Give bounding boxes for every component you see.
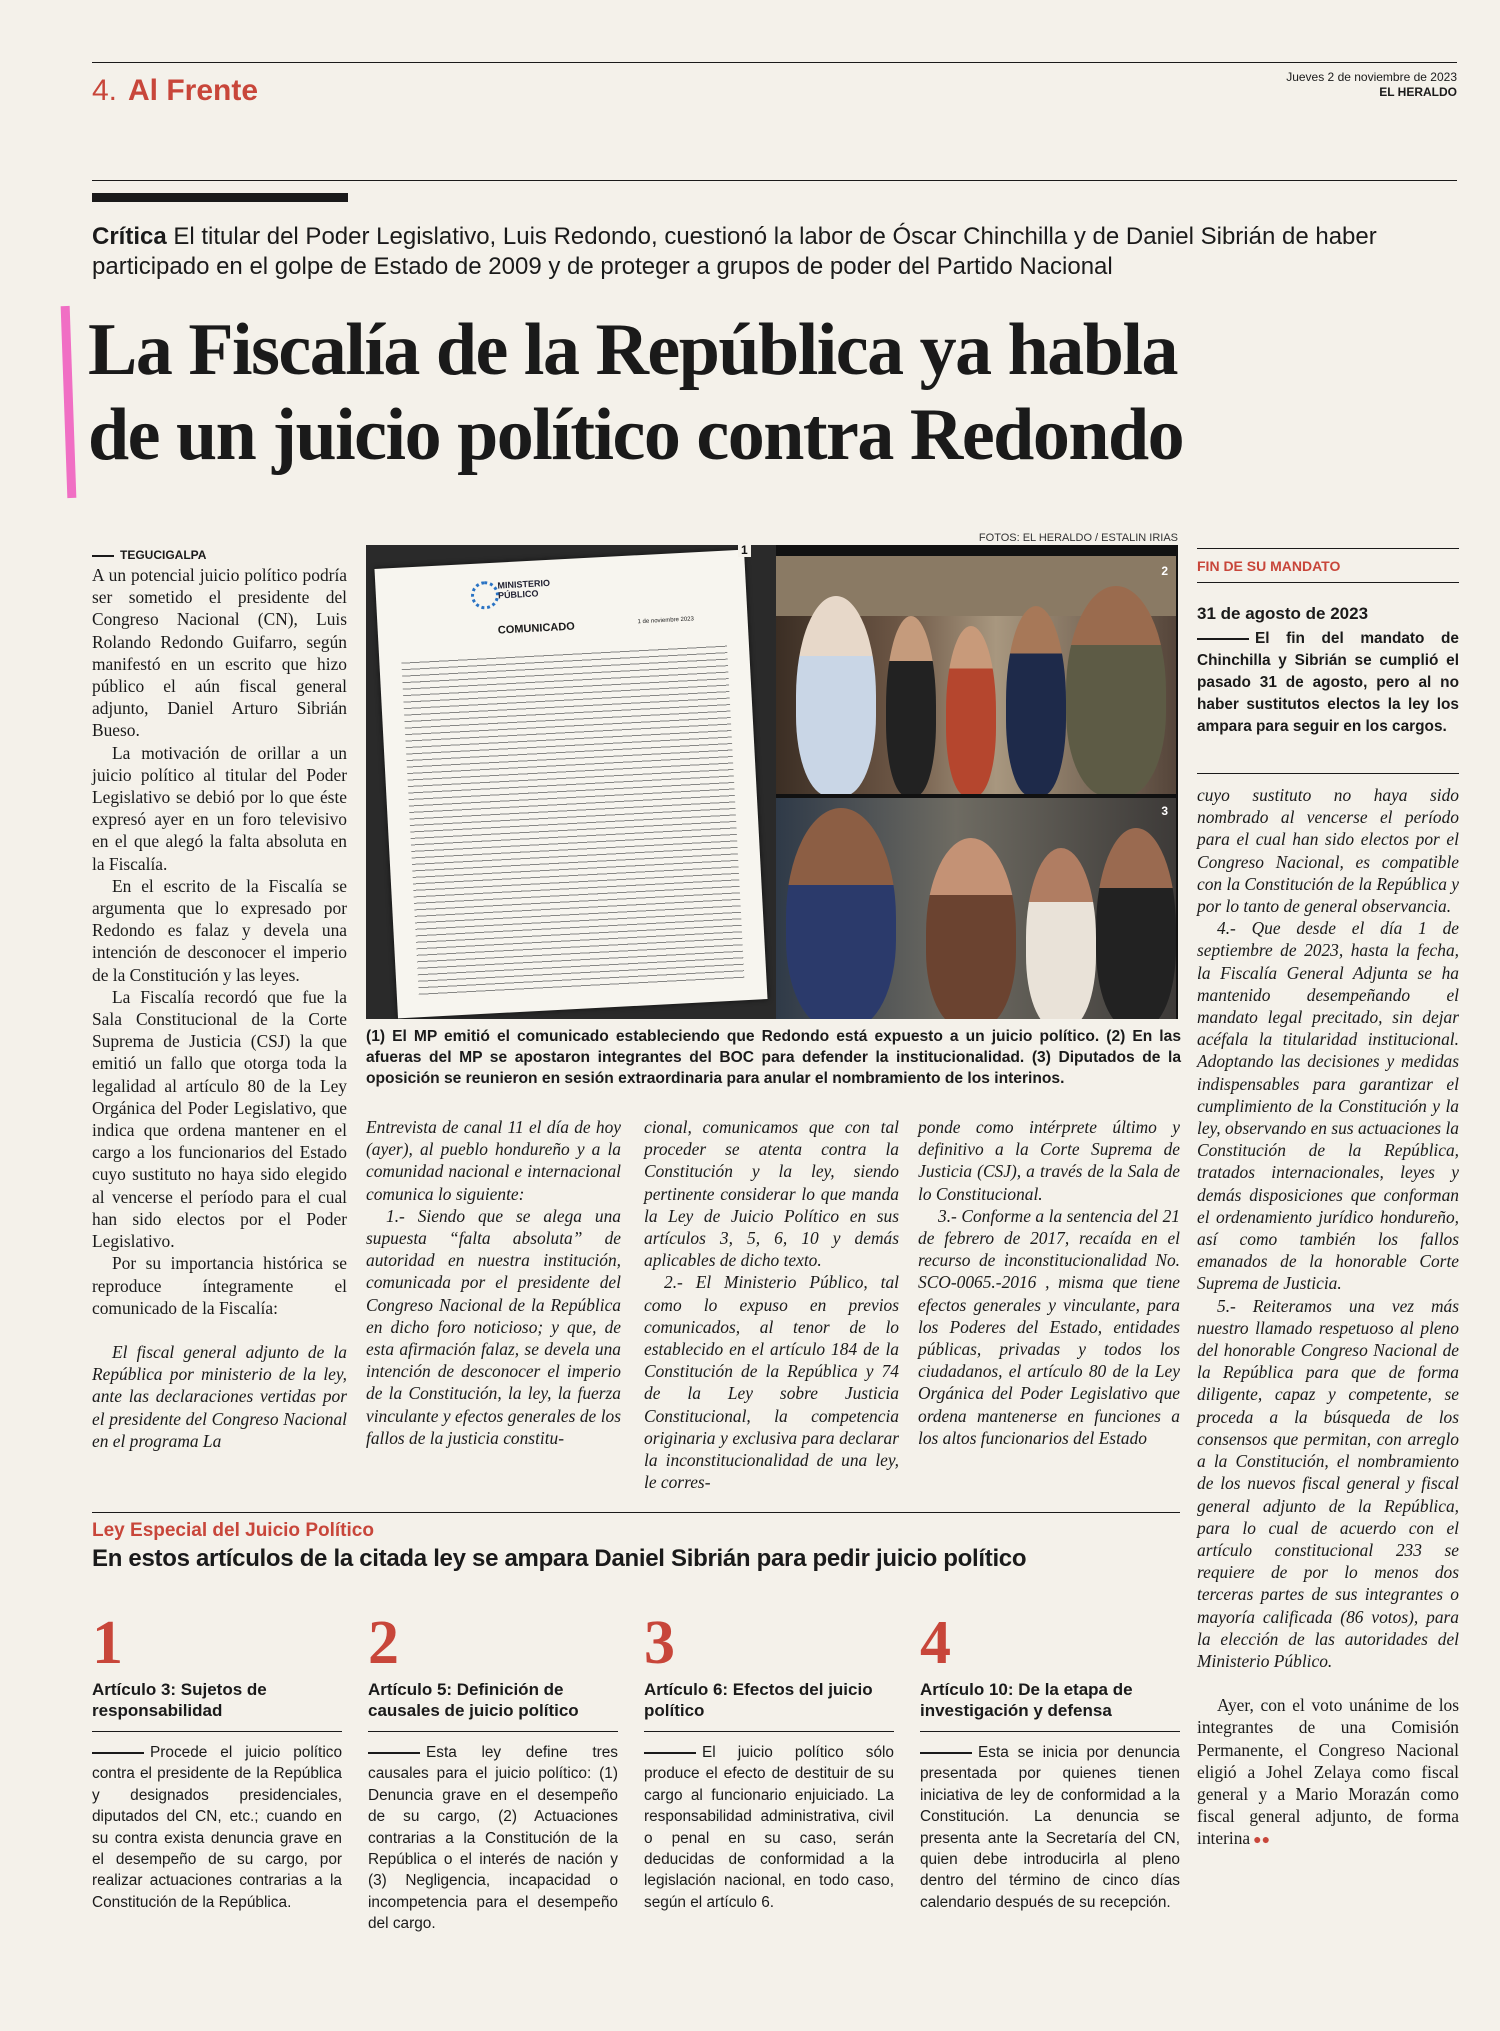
communique-sheet <box>374 550 767 1019</box>
col5-paragraph: cuyo sustituto no haya sido nombrado al vencerse el período para el cual han sido electos por el Congreso Nacional, es compatible con la Constitución de la República y por lo tanto de general observancia. <box>1197 785 1459 917</box>
header-rule <box>92 62 1457 63</box>
headline-line-1: La Fiscalía de la República ya habla <box>88 309 1178 391</box>
article-number: 4 <box>920 1609 951 1677</box>
col5-paragraph: 5.- Reiteramos una vez más nuestro llamado respetuoso al pleno del honorable Congreso Nacional de la República para que de forma diligente, capaz y competente, se proceda a la búsqueda de los consensos que permitan, con arreglo a la Constitución, el nombramiento de los nuevos fiscal general y fiscal general adjunto de la República, para lo cual de acuerdo con el artículo constitucional 233 se requiere de por lo menos dos terceras partes de sus integrantes o mayoría calificada (86 votos), para la elección de las autoridades del Ministerio Público. <box>1197 1295 1459 1671</box>
communique-title: COMUNICADO <box>497 620 576 637</box>
dateline-dash <box>92 555 114 557</box>
col1-paragraph: La Fiscalía recordó que fue la Sala Constitucional de la Corte Suprema de Justicia (CSJ) la que emitió un fallo que otorga toda la legalidad al artículo 80 de la Ley Orgánica del Poder Legislativo, que indica que ordena mantener en el cargo a los funcionarios del Estado cuyo sustituto no haya sido elegido al vencerse el período para el cual han sido electos por el Poder Legislativo. <box>92 986 347 1252</box>
mp-logo-line-1: MINISTERIO <box>497 577 551 591</box>
column-2 <box>366 1116 621 1449</box>
mp-logo-icon <box>470 581 499 610</box>
article-dash <box>368 1752 420 1754</box>
article-body: Esta ley define tres causales para el juicio político: (1) Denuncia grave en el desempeño de su cargo, (2) Actuaciones contrarias a la Constitución de la República o el interés de nación y (3) Negligencia, incapacidad o incompetencia para el desempeño del cargo. <box>368 1744 618 1933</box>
article-title: Artículo 5: Definición de causales de juicio político <box>368 1680 579 1720</box>
photo2-person <box>796 596 876 794</box>
sidebar-top-rule <box>1197 548 1459 549</box>
photo2-person <box>1066 586 1166 794</box>
article-body-wrap <box>92 1742 342 1913</box>
mp-logo-text <box>497 578 550 601</box>
sidebar-text-block <box>1197 628 1459 738</box>
law-title: En estos artículos de la citada ley se ampara Daniel Sibrián para pedir juicio político <box>92 1545 1027 1572</box>
article-title: Artículo 6: Efectos del juicio político <box>644 1680 873 1720</box>
sidebar-label: FIN DE SU MANDATO <box>1197 558 1341 574</box>
col3-paragraph: cional, comunicamos que con tal proceder se atenta contra la Constitución y la ley, siendo pertinente considerar lo que manda la Ley de Juicio Político en sus artículos 3, 5, 6, 10 y demás aplicables de dicho texto. <box>644 1117 899 1271</box>
photo3-person <box>786 808 896 1019</box>
col4-paragraph: 3.- Conforme a la sentencia del 21 de febrero de 2017, recaída en el recurso de inconstitucionalidad No. SCO-0065.-2016 , misma que tiene efectos generales y vinculante, para los Poderes del Estado, entidades públicas, privadas y todos los ciudadanos, el artículo 80 de la Ley Orgánica del Poder Legislativo que ordena mantenerse en funciones a los altos funcionarios del Estado <box>918 1205 1180 1448</box>
dateline-text: TEGUCIGALPA <box>120 548 207 562</box>
article-title: Artículo 10: De la etapa de investigación y defensa <box>920 1680 1133 1720</box>
sidebar-box <box>1197 548 1459 778</box>
section-name: Al Frente <box>128 74 259 107</box>
article-body: Esta se inicia por denuncia presentada por quienes tienen iniciativa de ley de conformidad a la Constitución. La denuncia se presenta ante la Secretaría del CN, quien debe introducirla al pleno dentro del término de cinco días calendario después de su recepción. <box>920 1744 1180 1911</box>
article-number: 3 <box>644 1609 675 1677</box>
kicker-bar <box>92 193 348 202</box>
article-rule <box>920 1731 1180 1732</box>
dateline <box>92 548 206 562</box>
article-dash <box>644 1752 696 1754</box>
photo2-person <box>886 616 936 794</box>
col1-paragraph: El fiscal general adjunto de la República por ministerio de la ley, ante las declaraciones vertidas por el presidente del Congreso Nacional en el programa La <box>92 1341 347 1451</box>
article-body: Procede el juicio político contra el presidente de la República y designados presidenciales, diputados del CN, etc.; cuando en su contra exista denuncia grave en el desempeño de su cargo, por realizar actuaciones contrarias a la Constitución de la República. <box>92 1744 342 1911</box>
article-card <box>92 1609 342 1913</box>
column-5 <box>1197 784 1459 1853</box>
paper-name: EL HERALDO <box>1379 85 1457 99</box>
communique-date: 1 de noviembre 2023 <box>637 616 695 626</box>
col1-paragraph: Por su importancia histórica se reproduce íntegramente el comunicado de la Fiscalía: <box>92 1253 347 1318</box>
article-number: 2 <box>368 1609 399 1677</box>
column-4 <box>918 1116 1180 1449</box>
photo-number-1: 1 <box>738 545 751 557</box>
sidebar-bottom-rule <box>1197 773 1459 774</box>
law-kicker: Ley Especial del Juicio Político <box>92 1520 374 1541</box>
col1-paragraph: A un potencial juicio político podría ser sometido el presidente del Congreso Nacional (CN), Luis Rolando Redondo Guifarro, según manifestó en un escrito que hizo público el aún fiscal general adjunto, Daniel Arturo Sibrián Bueso. <box>92 565 347 741</box>
col1-paragraph: En el escrito de la Fiscalía se argumenta que lo expresado por Redondo es falaz y devela una intención de desconocer el imperio de la Constitución y las leyes. <box>92 875 347 985</box>
col2-paragraph: Entrevista de canal 11 el día de hoy (ayer), al pueblo hondureño y a la comunidad nacional e internacional comunica lo siguiente: <box>366 1117 621 1204</box>
col5-paragraph: 4.- Que desde el día 1 de septiembre de 2023, hasta la fecha, la Fiscalía General Adjunta se ha mantenido desempeñando el mandato legal precitado, sin dejar acéfala la titularidad institucional. Adoptando las decisiones y medidas indispensables para garantizar el cumplimiento de la Constitución y la ley, observando en sus actuaciones la Constitución de la República, tratados internacionales, leyes y demás disposiciones que conforman el ordenamiento jurídico hondureño, así como también los fallos emanados de la honorable Corte Suprema de Justicia. <box>1197 918 1459 1294</box>
col5-paragraph <box>1197 1694 1459 1852</box>
page-header <box>92 70 1457 120</box>
sidebar-date: 31 de agosto de 2023 <box>1197 604 1369 623</box>
article-body-wrap <box>644 1742 894 1913</box>
law-top-rule <box>92 1512 1180 1513</box>
article-card <box>644 1609 894 1913</box>
article-rule <box>368 1731 618 1732</box>
article-body: El juicio político sólo produce el efecto de destituir de su cargo al funcionario enjuiciado. La responsabilidad administrativa, civil o penal en su caso, serán deducidas de conformidad a la legislación nacional, en todo caso, según el artículo 6. <box>644 1744 894 1911</box>
col2-paragraph: 1.- Siendo que se alega una supuesta “falta absoluta” de autoridad en nuestra institución, comunicada por el presidente del Congreso Nacional de la República en dicho foro noticioso; y que, de esta afirmación falaz, se devela una intención de desconocer el imperio de la Constitución, la ley, la fuerza vinculante y efectos generales de los fallos de la justicia constitu- <box>366 1205 621 1448</box>
photo-caption: (1) El MP emitió el comunicado estableciendo que Redondo está expuesto a un juicio político. (2) En las afueras del MP se apostaron integrantes del BOC para defender la institucionalidad. (3) Diputados de la oposición se reunieron en sesión extraordinaria para anular el nombramiento de los interinos. <box>366 1028 1181 1087</box>
photo3-person <box>1026 848 1096 1019</box>
communique-body-lines <box>401 643 744 1000</box>
column-3 <box>644 1116 899 1493</box>
article-card <box>920 1609 1180 1913</box>
photo3-person <box>1096 828 1176 1019</box>
headline-line-2: de un juicio político contra Redondo <box>88 394 1184 476</box>
article-dash <box>920 1752 972 1754</box>
kicker-text: El titular del Poder Legislativo, Luis Redondo, cuestionó la labor de Óscar Chinchilla y de Daniel Sibrián de haber participado en el golpe de Estado de 2009 y de proteger a grupos de poder del Partido Nacional <box>92 223 1377 280</box>
sidebar-mid-rule <box>1197 582 1459 583</box>
communique-photo <box>366 545 776 1019</box>
col3-paragraph: 2.- El Ministerio Público, tal como lo expuso en previos comunicados, al tenor de lo establecido en el artículo 184 de la Constitución de la República y 74 de la Ley sobre Justicia Constitucional, la competencia originaria y exclusiva para declarar la inconstitucionalidad de una ley, le corres- <box>644 1272 899 1493</box>
end-mark-icon: ●● <box>1253 1833 1271 1849</box>
headline <box>88 308 1468 478</box>
col5-final-text: Ayer, con el voto unánime de los integrantes de una Comisión Permanente, el Congreso Nacional eligió a Johel Zelaya como fiscal general y a Mario Morazán como fiscal general adjunto, de forma interina <box>1197 1695 1459 1849</box>
opposition-photo <box>776 798 1176 1019</box>
col4-paragraph: ponde como intérprete último y definitivo a la Corte Suprema de Justicia (CSJ), a través de la Sala de lo Constitucional. <box>918 1117 1180 1204</box>
photo-credits: FOTOS: EL HERALDO / ESTALIN IRIAS <box>978 532 1178 544</box>
photo-number-3: 3 <box>1161 804 1168 818</box>
article-title: Artículo 3: Sujetos de responsabilidad <box>92 1680 267 1720</box>
article-body-wrap <box>920 1742 1180 1913</box>
mp-logo-line-2: PÚBLICO <box>497 588 539 601</box>
col1-paragraph: La motivación de orillar a un juicio político al titular del Poder Legislativo se debió por lo que éste expresó ayer en un foro televisivo en el que alegó la falta absoluta en la Fiscalía. <box>92 742 347 874</box>
boc-photo <box>776 556 1176 794</box>
header-bottom-rule <box>92 180 1457 181</box>
photo2-person <box>1006 606 1066 794</box>
photo-number-2: 2 <box>1161 564 1168 578</box>
article-rule <box>92 1731 342 1732</box>
article-dash <box>92 1752 144 1754</box>
column-1 <box>92 564 347 1452</box>
kicker <box>92 222 1422 282</box>
page-number: 4. <box>92 74 118 107</box>
photo3-person <box>926 838 1016 1019</box>
issue-date: Jueves 2 de noviembre de 2023 <box>1286 70 1457 84</box>
article-rule <box>644 1731 894 1732</box>
article-card <box>368 1609 618 1935</box>
highlight-mark <box>61 306 77 498</box>
photo2-person <box>946 626 996 794</box>
article-number: 1 <box>92 1609 123 1677</box>
sidebar-dash <box>1197 638 1249 640</box>
kicker-label: Crítica <box>92 223 167 250</box>
article-body-wrap <box>368 1742 618 1935</box>
sidebar-text: El fin del mandato de Chinchilla y Sibrián se cumplió el pasado 31 de agosto, pero al no haber sustitutos electos la ley los ampara para seguir en los cargos. <box>1197 630 1459 735</box>
